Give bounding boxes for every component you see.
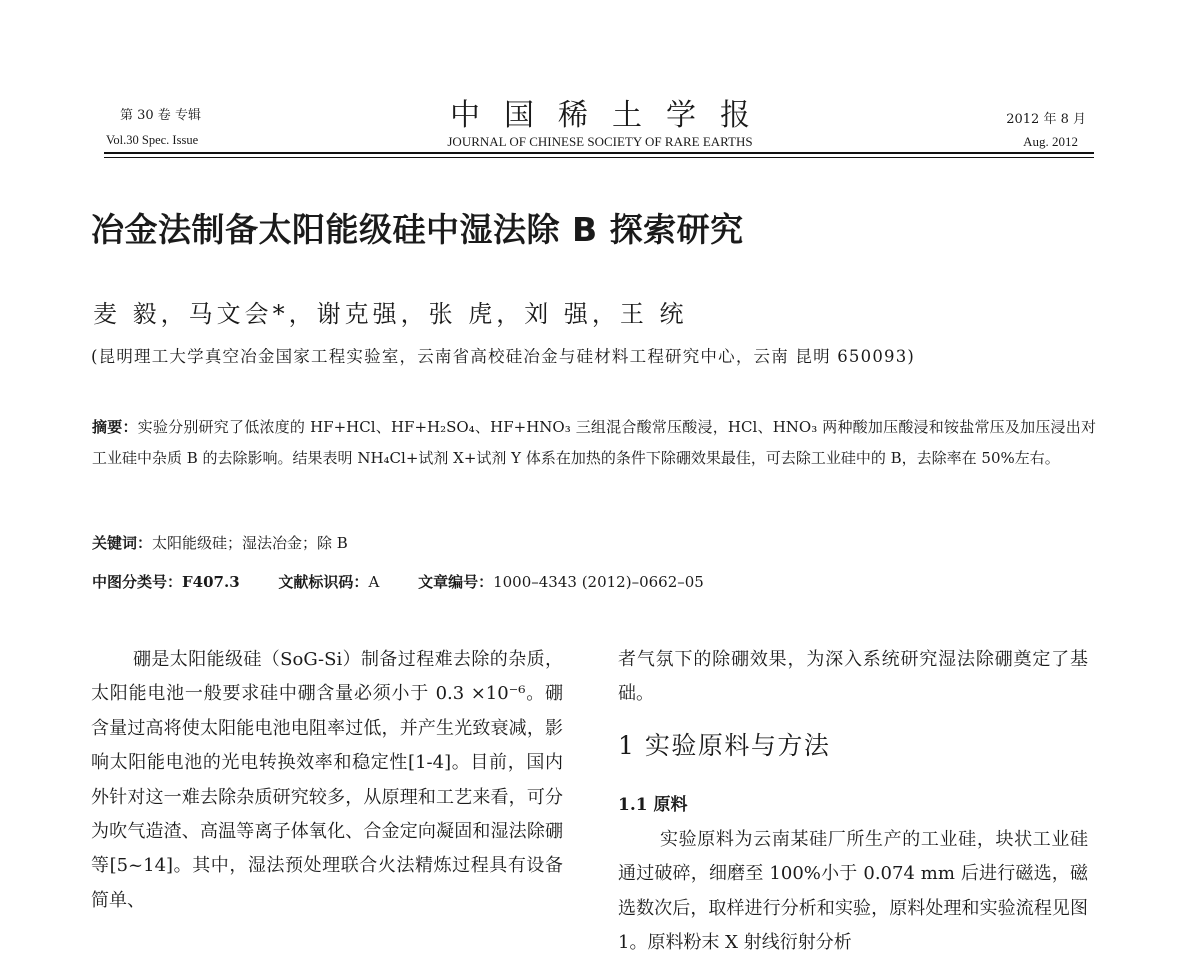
date-cn: 2012 年 8 月 [1006,112,1086,127]
article-no-label: 文章编号： [418,573,494,591]
classification-line [92,571,738,592]
clc-label: 中图分类号： [92,573,183,591]
subsection-heading: 1.1 原料 [618,795,688,815]
article-title: 冶金法制备太阳能级硅中湿法除 B 探索研究 [91,210,744,249]
abstract [92,412,1096,474]
volume-en: Vol.30 Spec. Issue [106,133,199,147]
journal-title-en: JOURNAL OF CHINESE SOCIETY OF RARE EARTHS [447,134,753,149]
header-rule-thick [104,152,1094,154]
date-en: Aug. 2012 [1023,134,1078,149]
keywords-text: 太阳能级硅；湿法冶金；除 B [152,534,348,552]
keywords-label: 关键词： [92,534,153,552]
header-rule-thin [104,157,1094,158]
author-list: 麦 毅，马文会*，谢克强，张 虎，刘 强，王 统 [93,300,688,328]
body-left-column: 硼是太阳能级硅（SoG-Si）制备过程难去除的杂质，太阳能电池一般要求硅中硼含量必须小于 0.3 ×10⁻⁶。硼含量过高将使太阳能电池电阻率过低，并产生光致衰减，影响太阳能电池的光电转换效率和稳定性[1-4]。目前，国内外针对这一难去除杂质研究较多，从原理和工艺来看，可分为吹气造渣、高温等离子体氧化、合金定向凝固和湿法除硼等[5~14]。其中，湿法预处理联合火法精炼过程具有设备简单、 [91,649,563,911]
body-right-paragraph-2: 实验原料为云南某硅厂所生产的工业硅，块状工业硅通过破碎，细磨至 100%小于 0.074 mm 后进行磁选，磁选数次后，取样进行分析和实验，原料处理和实验流程见图 1。原料粉末 X 射线衍射分析 [618,829,1088,954]
section-heading: 1 实验原料与方法 [618,731,831,760]
article-number [418,573,704,591]
abstract-label: 摘要： [92,418,138,436]
article-no-value: 1000–4343 (2012)–0662–05 [493,573,704,591]
affiliation: (昆明理工大学真空冶金国家工程实验室，云南省高校硅冶金与硅材料工程研究中心，云南 昆明 650093) [91,347,916,366]
journal-title-cn: 中国稀土学报 [450,98,774,133]
keywords [92,532,348,553]
abstract-text: 实验分别研究了低浓度的 HF+HCl、HF+H₂SO₄、HF+HNO₃ 三组混合酸常压酸浸，HCl、HNO₃ 两种酸加压酸浸和铵盐常压及加压浸出对工业硅中杂质 B 的去除影响。结果表明 NH₄Cl+试剂 X+试剂 Y 体系在加热的条件下除硼效果最佳，可去除工业硅中的 B，去除率在 50%左右。 [92,418,1096,467]
doc-value: A [368,573,380,591]
body-right-paragraph-1: 者气氛下的除硼效果，为深入系统研究湿法除硼奠定了基础。 [618,649,1088,705]
document-code [278,573,379,591]
volume-cn: 第 30 卷 专辑 [120,108,201,123]
clc-number [92,573,240,591]
clc-value: F407.3 [182,573,240,591]
doc-label: 文献标识码： [278,573,369,591]
